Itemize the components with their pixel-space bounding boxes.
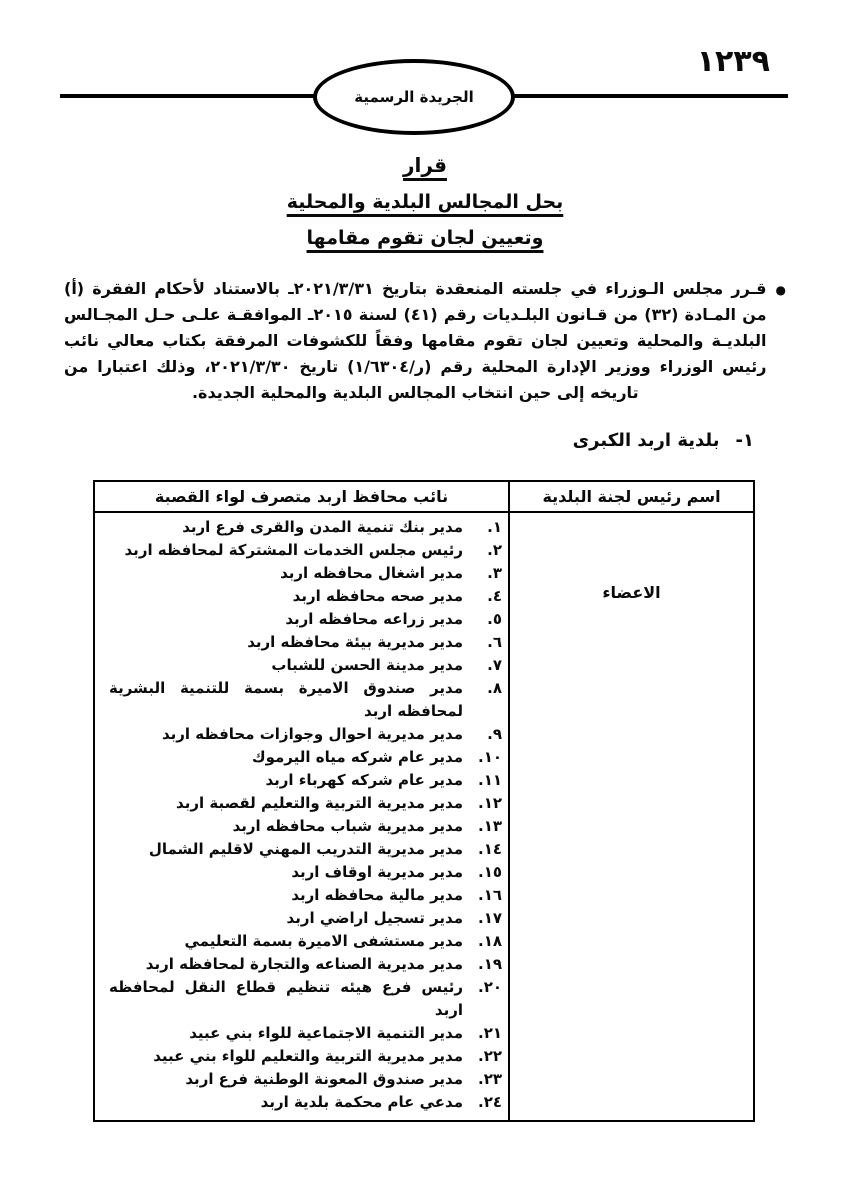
member-number: ١٩. bbox=[477, 955, 502, 973]
committee-table bbox=[93, 480, 755, 1122]
member-number: ٥. bbox=[487, 610, 502, 628]
member-number: ١٦. bbox=[477, 886, 502, 904]
member-list-item bbox=[109, 769, 502, 792]
members-label-cell bbox=[509, 512, 754, 1121]
member-text: مدير مديرية اوقاف اربد bbox=[291, 863, 463, 881]
member-list-item bbox=[109, 562, 502, 585]
member-text: مدير بنك تنمية المدن والقرى فرع اربد bbox=[182, 518, 463, 536]
member-number: ٢٠. bbox=[477, 978, 502, 996]
section-heading-irbid bbox=[573, 430, 754, 451]
member-list-item bbox=[109, 1045, 502, 1068]
member-text: مدير صحه محافظه اربد bbox=[292, 587, 463, 605]
member-list-item bbox=[109, 516, 502, 539]
page-number: ١٢٣٩ bbox=[696, 44, 770, 79]
member-list-item bbox=[109, 746, 502, 769]
member-list-item bbox=[109, 608, 502, 631]
member-number: ١. bbox=[487, 518, 502, 536]
gazette-name: الجريدة الرسمية bbox=[354, 88, 474, 106]
members-list-cell bbox=[94, 512, 509, 1121]
member-text: مدير مديرية التدريب المهني لاقليم الشمال bbox=[148, 840, 463, 858]
member-text: مدير مديرية الصناعه والتجارة لمحافظه اربد bbox=[145, 955, 463, 973]
member-number: ٤. bbox=[487, 587, 502, 605]
member-text: مدير مستشفى الاميرة بسمة التعليمي bbox=[184, 932, 463, 950]
section-number: ١- bbox=[735, 430, 754, 451]
member-text: مدير مديرية شباب محافظه اربد bbox=[232, 817, 463, 835]
member-text: مدير اشغال محافظه اربد bbox=[280, 564, 463, 582]
member-list-item bbox=[109, 907, 502, 930]
member-list-item bbox=[109, 861, 502, 884]
gazette-masthead-badge bbox=[313, 59, 515, 135]
decree-title-line3: وتعيين لجان تقوم مقامها bbox=[306, 227, 544, 249]
member-text: رئيس مجلس الخدمات المشتركة لمحافظه اربد bbox=[124, 541, 463, 559]
member-text: مدير عام شركه مياه اليرموك bbox=[251, 748, 463, 766]
member-number: ١٤. bbox=[477, 840, 502, 858]
member-text: مدير صندوق المعونة الوطنية فرع اربد bbox=[185, 1070, 463, 1088]
members-label: الاعضاء bbox=[602, 583, 661, 602]
member-text: مدير مدينة الحسن للشباب bbox=[271, 656, 463, 674]
decree-paragraph bbox=[64, 276, 786, 406]
decree-paragraph-text: قـرر مجلس الـوزراء في جلسته المنعقدة بتاريخ ٢٠٢١/٣/٣١ـ بالاستناد لأحكام الفقرة (أ) من المـادة (٣٢) من قـانون البلـديات رقم (٤١) لسنة ٢٠١٥ـ الموافقـة علـى حـل المجـالس البلديـة والمحلية وتعيين لجان تقوم مقامها وفقاً للكشوفات المرفقة بكتاب معالي نائب رئيس الوزراء ووزير الإدارة المحلية رقم (ر/١/٦٣٠٤) تاريخ ٢٠٢١/٣/٣٠، وذلك اعتبارا من تاريخه إلى حين انتخاب المجالس البلدية والمحلية الجديدة. bbox=[64, 279, 767, 402]
member-number: ٢. bbox=[487, 541, 502, 559]
member-text: مدير صندوق الاميرة بسمة للتنمية البشرية لمحافظه اربد bbox=[109, 679, 463, 720]
member-list-item bbox=[109, 585, 502, 608]
member-list-item bbox=[109, 953, 502, 976]
member-number: ١٠. bbox=[477, 748, 502, 766]
member-number: ١٣. bbox=[477, 817, 502, 835]
member-list-item bbox=[109, 1022, 502, 1045]
member-text: مدير مديرية التربية والتعليم للواء بني عبيد bbox=[153, 1047, 463, 1065]
member-text: مدير التنمية الاجتماعية للواء بني عبيد bbox=[189, 1024, 463, 1042]
member-list-item bbox=[109, 677, 502, 723]
member-text: مدير زراعه محافظه اربد bbox=[285, 610, 463, 628]
member-number: ٢٣. bbox=[477, 1070, 502, 1088]
member-text: مدير مديرية بيئة محافظه اربد bbox=[247, 633, 463, 651]
member-number: ٧. bbox=[487, 656, 502, 674]
member-number: ٢٢. bbox=[477, 1047, 502, 1065]
member-text: مدير مديرية احوال وجوازات محافظه اربد bbox=[161, 725, 463, 743]
member-number: ٨. bbox=[487, 679, 502, 697]
member-list-item bbox=[109, 1091, 502, 1114]
members-list bbox=[109, 516, 502, 1114]
member-number: ٩. bbox=[487, 725, 502, 743]
member-list-item bbox=[109, 723, 502, 746]
member-text: مدعي عام محكمة بلدية اربد bbox=[260, 1093, 463, 1111]
member-number: ٢٤. bbox=[477, 1093, 502, 1111]
member-list-item bbox=[109, 815, 502, 838]
table-body-row bbox=[94, 512, 754, 1121]
member-list-item bbox=[109, 884, 502, 907]
member-number: ١٥. bbox=[477, 863, 502, 881]
member-number: ١١. bbox=[477, 771, 502, 789]
member-list-item bbox=[109, 976, 502, 1022]
column-header-deputy: نائب محافظ اربد متصرف لواء القصبة bbox=[94, 481, 509, 512]
member-text: مدير مديرية التربية والتعليم لقصبة اربد bbox=[176, 794, 463, 812]
decree-title-line2: بحل المجالس البلدية والمحلية bbox=[286, 191, 564, 213]
member-number: ١٢. bbox=[477, 794, 502, 812]
member-list-item bbox=[109, 1068, 502, 1091]
member-text: مدير مالية محافظه اربد bbox=[291, 886, 463, 904]
member-number: ١٧. bbox=[477, 909, 502, 927]
bullet-icon: ● bbox=[775, 283, 786, 297]
section-title: بلدية اربد الكبرى bbox=[572, 430, 720, 451]
member-list-item bbox=[109, 792, 502, 815]
member-list-item bbox=[109, 930, 502, 953]
member-number: ١٨. bbox=[477, 932, 502, 950]
member-number: ٦. bbox=[487, 633, 502, 651]
decree-title-line1: قرار bbox=[403, 153, 447, 177]
member-text: رئيس فرع هيئه تنظيم قطاع النقل لمحافظه اربد bbox=[109, 978, 463, 1019]
member-text: مدير عام شركه كهرباء اربد bbox=[265, 771, 463, 789]
member-text: مدير تسجيل اراضي اربد bbox=[286, 909, 463, 927]
member-list-item bbox=[109, 539, 502, 562]
decree-title bbox=[0, 153, 850, 263]
member-list-item bbox=[109, 654, 502, 677]
member-list-item bbox=[109, 631, 502, 654]
column-header-chairman: اسم رئيس لجنة البلدية bbox=[509, 481, 754, 512]
table-header-row bbox=[94, 481, 754, 512]
member-number: ٣. bbox=[487, 564, 502, 582]
member-number: ٢١. bbox=[477, 1024, 502, 1042]
member-list-item bbox=[109, 838, 502, 861]
